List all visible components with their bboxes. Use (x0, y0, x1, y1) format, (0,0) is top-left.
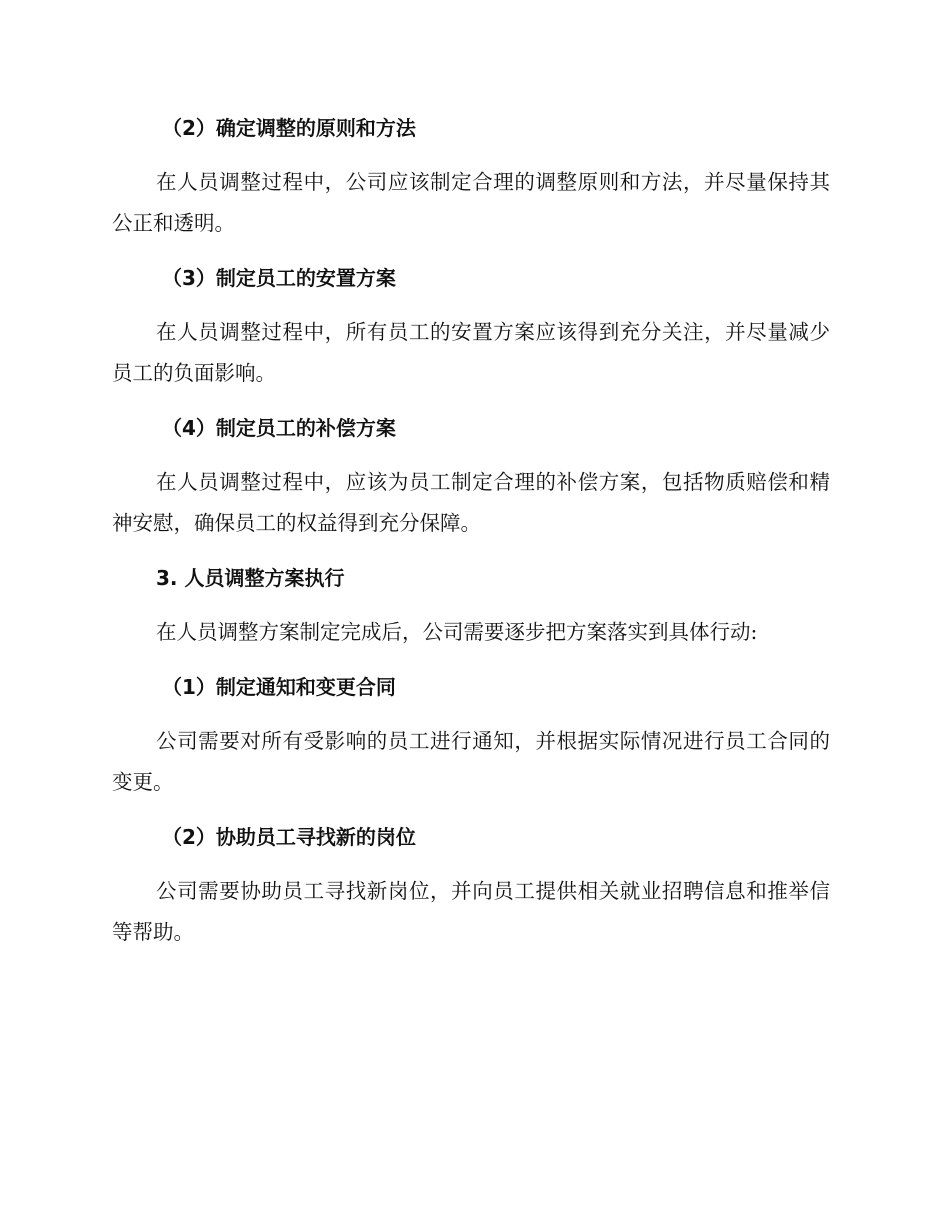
paragraph-line: 信等帮助。 (112, 879, 830, 944)
heading-notification-contract: （1）制定通知和变更合同 (162, 675, 396, 699)
paragraph-plan-execution (112, 612, 830, 653)
paragraph-placement-plan (112, 312, 830, 394)
paragraph-line: 的变更。 (112, 729, 830, 794)
paragraph-line: 公司需要对所有受影响的员工进行通知，并根据实际情况进行员工合同 (156, 729, 810, 753)
paragraph-line: 在人员调整过程中，公司应该制定合理的调整原则和方法，并尽量保持 (156, 170, 810, 194)
paragraph-notification-contract (112, 721, 830, 803)
paragraph-line: 精神安慰，确保员工的权益得到充分保障。 (112, 470, 830, 535)
paragraph-line: 少员工的负面影响。 (112, 320, 830, 385)
paragraph-adjustment-principles (112, 162, 830, 244)
heading-plan-execution: 3. 人员调整方案执行 (156, 566, 345, 590)
document-body (112, 108, 830, 967)
paragraph-line: 在人员调整过程中，应该为员工制定合理的补偿方案，包括物质赔偿和 (156, 470, 810, 494)
paragraph-job-assistance (112, 871, 830, 953)
paragraph-compensation-plan (112, 462, 830, 544)
paragraph-line: 公司需要协助员工寻找新岗位，并向员工提供相关就业招聘信息和推举 (156, 879, 810, 903)
heading-placement-plan: （3）制定员工的安置方案 (162, 266, 396, 290)
paragraph-line: 在人员调整方案制定完成后，公司需要逐步把方案落实到具体行动: (156, 620, 758, 644)
heading-job-assistance: （2）协助员工寻找新的岗位 (162, 825, 416, 849)
heading-adjustment-principles: （2）确定调整的原则和方法 (162, 116, 416, 140)
paragraph-line: 在人员调整过程中，所有员工的安置方案应该得到充分关注，并尽量减 (156, 320, 810, 344)
paragraph-line: 其公正和透明。 (112, 170, 830, 235)
heading-compensation-plan: （4）制定员工的补偿方案 (162, 416, 396, 440)
